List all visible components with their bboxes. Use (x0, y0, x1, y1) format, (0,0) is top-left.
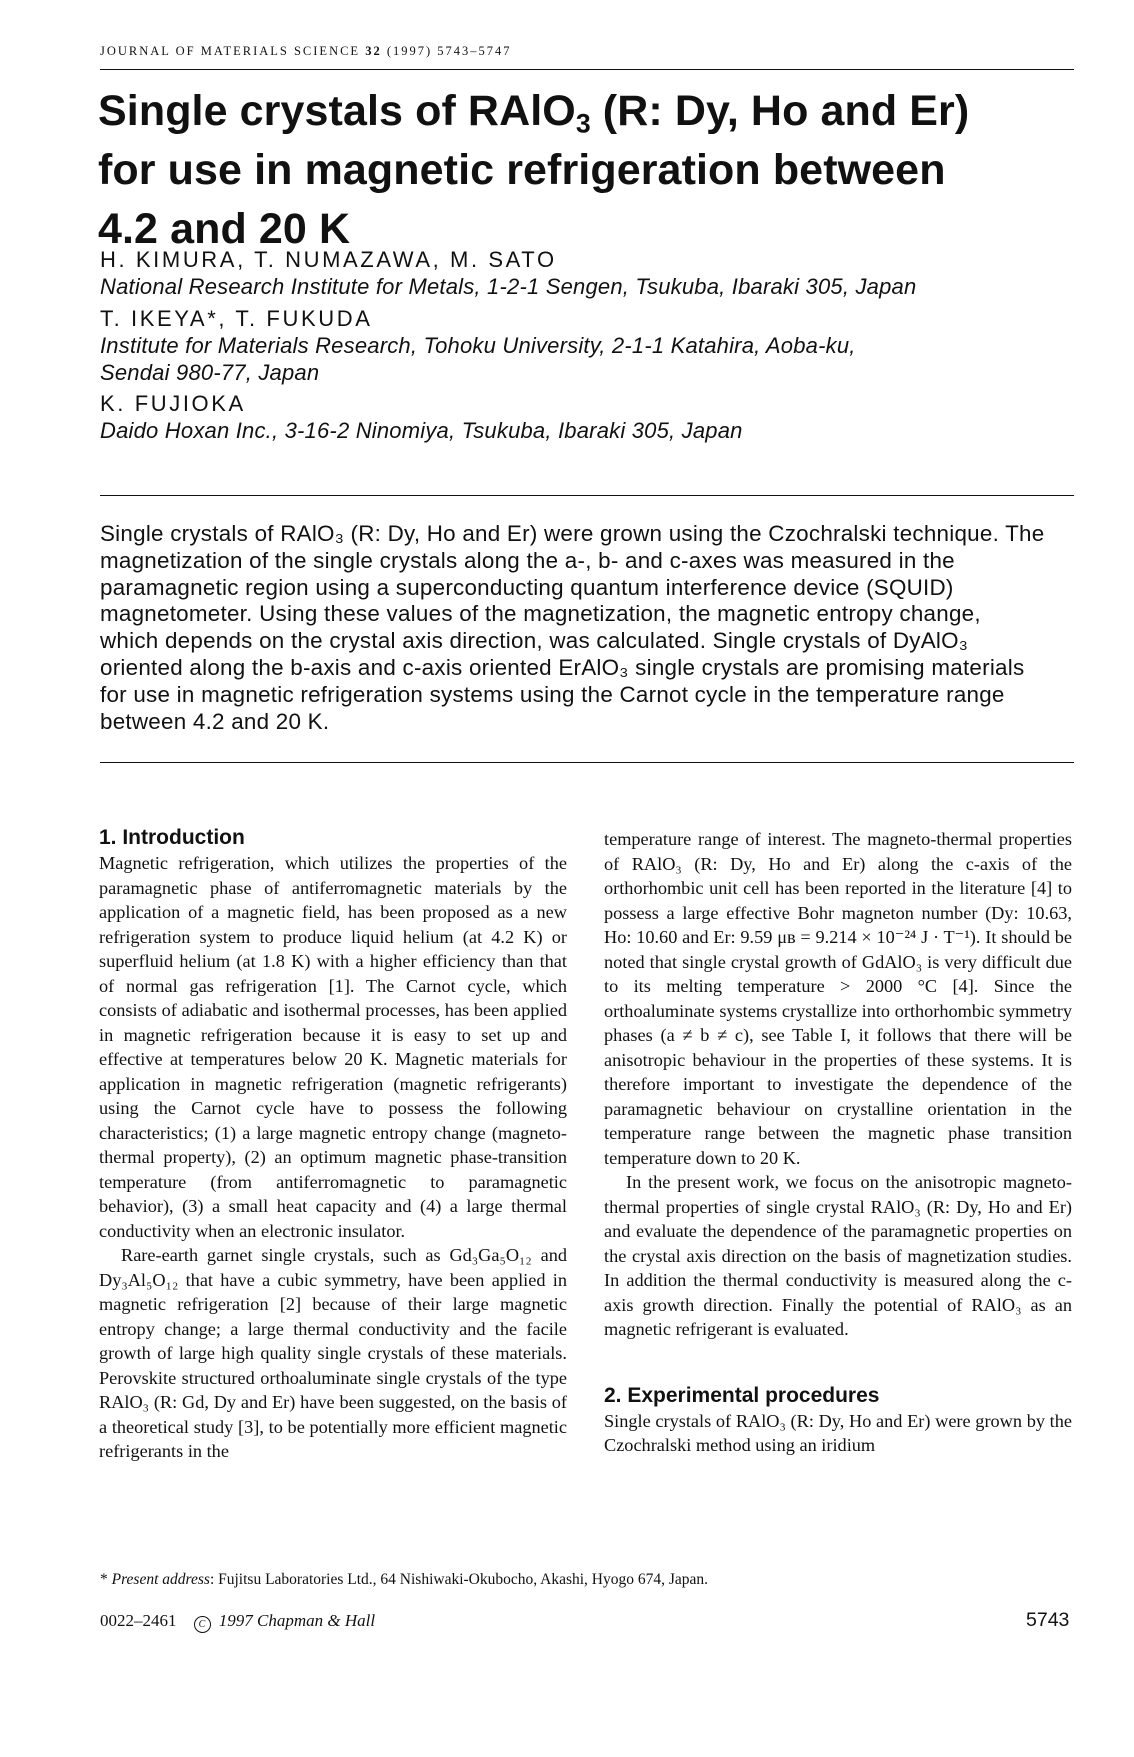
author-group-3-names: K. FUJIOKA (100, 391, 246, 416)
page-number: 5743 (1026, 1609, 1070, 1631)
abstract-line: which depends on the crystal axis direction, was calculated. Single crystals of DyAlO₃ (100, 628, 969, 654)
footer-issn-copyright (100, 1611, 375, 1633)
experimental-paragraph-1: Single crystals of RAlO₃ (R: Dy, Ho and Er) were grown by the Czochralski method using an iridium (604, 1410, 1072, 1455)
title-subscript: 3 (575, 108, 591, 139)
footnote-label: Present address (111, 1571, 210, 1588)
intro-paragraph-3: temperature range of interest. The magneto-thermal properties of RAlO₃ (R: Dy, Ho and Er) along the c-axis of the orthorhombic unit cell has been reported in the literature [4] to possess a large effective Bohr magneton number (Dy: 10.63, Ho: 10.60 and Er: 9.59 μʙ = 9.214 × 10⁻²⁴ J · T⁻¹). It should be noted that single crystal growth of GdAlO₃ is very difficult due to its melting temperature > 2000 °C [4]. Since the orthoaluminate systems crystallize into orthorhombic symmetry phases (a ≠ b ≠ c), see Table I, it follows that there will be anisotropic behaviour in the properties of these systems. It is therefore important to investigate the dependence of the paramagnetic behaviour on crystalline orientation in the temperature range between the magnetic phase transition temperature down to 20 K. (604, 829, 1072, 1168)
author-group-2-affiliation: Institute for Materials Research, Tohoku University, 2-1-1 Katahira, Aoba-ku, Sendai 980-77, Japan (100, 333, 856, 385)
left-column (99, 825, 567, 1464)
header-rule (100, 69, 1074, 70)
section-heading-introduction: 1. Introduction (99, 826, 245, 849)
journal-name: JOURNAL OF MATERIALS SCIENCE (100, 44, 361, 58)
title-line-1: Single crystals of RAlO$_3$ (R: Dy, Ho and Er) (98, 87, 970, 139)
title-line-3: 4.2 and 20 K (98, 205, 351, 253)
abstract-bottom-rule (100, 762, 1074, 763)
title-line-2: for use in magnetic refrigeration between (98, 146, 946, 194)
abstract (100, 521, 1075, 735)
intro-paragraph-4: In the present work, we focus on the anisotropic magneto-thermal properties of single crystal RAlO₃ (R: Dy, Ho and Er) and evaluate the dependence of the paramagnetic properties on the crystal axis direction on the basis of magnetization studies. In addition the thermal conductivity is measured along the c-axis growth direction. Finally the potential of RAlO₃ as an magnetic refrigerant is evaluated. (604, 1172, 1072, 1339)
abstract-line: paramagnetic region using a superconducting quantum interference device (SQUID) (100, 574, 954, 600)
footnote-text: : Fujitsu Laboratories Ltd., 64 Nishiwaki-Okubocho, Akashi, Hyogo 674, Japan. (209, 1571, 709, 1588)
abstract-line: magnetization of the single crystals along the a-, b- and c-axes was measured in the (100, 547, 955, 573)
section-heading-experimental: 2. Experimental procedures (604, 1383, 880, 1407)
journal-volume: 32 (365, 44, 382, 58)
abstract-line: oriented along the b-axis and c-axis oriented ErAlO₃ single crystals are promising materials (100, 654, 1025, 680)
right-column (604, 827, 1072, 1458)
intro-paragraph-1: Magnetic refrigeration, which utilizes the properties of the paramagnetic phase of antiferromagnetic materials by the application of a magnetic field, has been proposed as a new refrigeration system to produce liquid helium (at 4.2 K) or superfluid helium (at 1.8 K) with a higher efficiency than that of normal gas refrigeration [1]. The Carnot cycle, which consists of adiabatic and isothermal processes, has been applied in magnetic refrigeration because it is easy to set up and effective at temperatures below 20 K. Magnetic materials for application in magnetic refrigeration (magnetic refrigerants) using the Carnot cycle have to possess the following characteristics; (1) a large magnetic entropy change (magneto-thermal property), (2) an optimum magnetic phase-transition temperature (from antiferromagnetic to paramagnetic behavior), (3) a small heat capacity and (4) a large thermal conductivity when an electronic insulator. (99, 853, 567, 1241)
footnote: * Present address: Fujitsu Laboratories Ltd., 64 Nishiwaki-Okubocho, Akashi, Hyogo 674, Japan. (100, 1571, 709, 1588)
abstract-top-rule (100, 495, 1074, 496)
publisher: 1997 Chapman & Hall (218, 1611, 376, 1630)
abstract-line: Single crystals of RAlO₃ (R: Dy, Ho and Er) were grown using the Czochralski technique. The (100, 521, 1045, 546)
abstract-line: for use in magnetic refrigeration systems using the Carnot cycle in the temperature range (100, 681, 1005, 707)
article-title (98, 82, 1058, 259)
copyright-icon: C (194, 1616, 211, 1633)
issn: 0022–2461 (100, 1611, 177, 1630)
intro-paragraph-2: Rare-earth garnet single crystals, such as Gd₃Ga₅O₁₂ and Dy₃Al₅O₁₂ that have a cubic symmetry, have been applied in magnetic refrigeration [2] because of their large magnetic entropy change; a large thermal conductivity and the facile growth of large high quality single crystals of these materials. Perovskite structured orthoaluminate single crystals of the type RAlO₃ (R: Gd, Dy and Er) have been suggested, on the basis of a theoretical study [3], to be potentially more efficient magnetic refrigerants in the (99, 1245, 567, 1461)
author-group-3-affiliation: Daido Hoxan Inc., 3-16-2 Ninomiya, Tsukuba, Ibaraki 305, Japan (100, 418, 743, 443)
journal-year-pages: (1997) 5743–5747 (386, 44, 512, 58)
author-group-1-affiliation: National Research Institute for Metals, 1-2-1 Sengen, Tsukuba, Ibaraki 305, Japan (100, 274, 917, 299)
author-group-1-names: H. KIMURA, T. NUMAZAWA, M. SATO (100, 247, 557, 272)
journal-header (100, 44, 512, 59)
abstract-line: between 4.2 and 20 K. (100, 708, 330, 734)
author-group-2-names: T. IKEYA*, T. FUKUDA (100, 306, 373, 331)
abstract-line: magnetometer. Using these values of the magnetization, the magnetic entropy change, (100, 601, 981, 627)
